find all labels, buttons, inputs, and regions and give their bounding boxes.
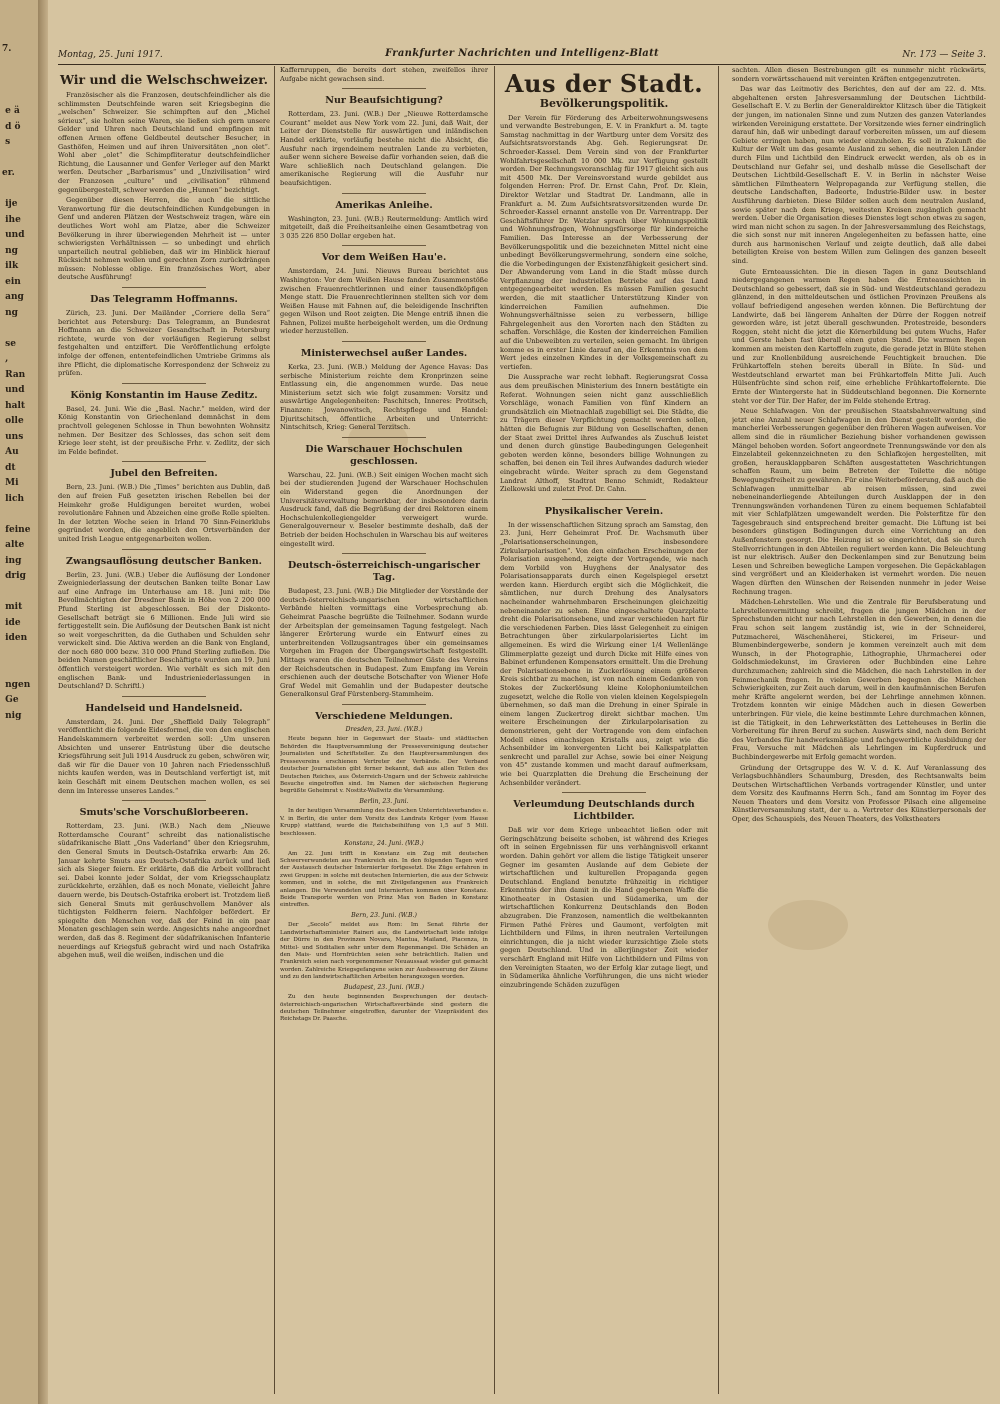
header-page-number: Nr. 173 — Seite 3. <box>902 50 986 60</box>
header-masthead: Frankfurter Nachrichten und Intelligenz-Blatt <box>385 48 659 59</box>
article-headline: Jubel den Befreiten. <box>110 468 218 480</box>
article-paragraph: Warschau, 22. Juni. (W.B.) Seit einigen Wochen macht sich bei der studierenden Jugend der Warschauer Hochschulen ein Widerstand gegen die Anordnungen der Universitätsverwaltung bemerkbar, der insbesondere darin Ausdruck fand, daß die Begrüßung der drei Rektoren einem Hochschulenkollegiengelder verweigert wurde. Generalgouverneur v. Beseler bestimmte deshalb, daß der Betrieb der beiden Hochschulen in Warschau bis auf weiteres eingestellt wird. <box>280 470 488 548</box>
dateline: Budapest, 23. Juni. (W.B.) <box>343 983 425 991</box>
article-headline: Das Telegramm Hoffmanns. <box>90 294 238 306</box>
article-headline: Zwangsauflösung deutscher Banken. <box>66 555 262 567</box>
column-rule <box>494 66 495 1394</box>
section-title: Aus der Stadt. <box>504 69 704 98</box>
news-item: Heute begann hier in Gegenwart der Staats- und städtischen Behörden die Hauptversammlung der Pressevereinigung deutscher Journalisten und Schriftsteller. Zu den Hauptversammlungen des Pressevereins erschienen Vertreter der Verbände. Der Verband deutscher Journalisten gibt ferner bekannt, daß aus allen Teilen des Deutschen Reiches, aus Österreich-Ungarn und der Schweiz zahlreiche Besuche eingetroffen sind. Im Namen der sächsischen Regierung begrüßte Geheimrat v. Nostitz-Wallwitz die Versammlung. <box>280 736 488 795</box>
article-paragraph: Zürich, 23. Juni. Der Mailänder „Corriere della Sera“ berichtet aus Petersburg: Das Telegramm, an Bundesrat Hoffmann an die Schweizer Gesandtschaft in Petersburg richtete, wurde von der vorläufigen Regierung selbst festgehalten und entziffert. Die Veröffentlichung erfolgte infolge der offenen, ententefeindlichen Umtriebe Grimms als ihre Pflicht, die diplomatische Korrespondenz der Schweiz zu prüfen. <box>58 309 270 378</box>
separator <box>342 553 425 554</box>
article-paragraph: Washington, 23. Juni. (W.B.) Reutermeldung: Amtlich wird mitgeteilt, daß die Freiheitsanleihe einen Gesamtbetrag von 3 035 226 850 Dollar ergeben hat. <box>280 214 488 240</box>
article-headline: Physikalischer Verein. <box>544 505 664 517</box>
separator <box>562 792 645 793</box>
article-paragraph: Die Aussprache war recht lebhaft. Regierungsrat Cossa aus dem preußischen Ministerium des Innern bestätigte ein Referat. Wohnungen seien nicht ganz ausschließlich Vorschläge, wonach Familien von fünf Kindern an grundsätzlich ein Mietnachlaß zugebilligt sei. Die Städte, die zu Trägern dieser Verpflichtung gemacht werden sollen, hätten die Befugnis zur Bildung von Gesellschaften, denen der Staat zwei Drittel ihres Aufwandes als Zuschuß leistet und denen durch günstige Baubedingungen Gelegenheit geboten werden könne, besonders billige Wohnungen zu schaffen, bei denen ein Teil ihres Aufwandes dadurch wieder eingebracht würde. Weiter sprach zu dem Gegenstand Landrat Althoff, Stadtrat Benno Schmidt, Redakteur Zielkowski und zuletzt Prof. Dr. Cahn. <box>500 373 708 494</box>
separator <box>122 461 207 462</box>
article-paragraph: Mädchen-Lehrstellen. Wie und die Zentrale für Berufsberatung und Lehrstellenvermittlung schreibt, fragen die jungen Mädchen in der Sprechstunden nicht nur nach Lehrstellen in den Gewerben, in denen die Frau schon seit langem zuständig ist, wie in der Schneiderei, Putzmacherei, Wäschenäherei, Stickerei, im Friseur- und Blumenbindergewerbe, sondern je kommen vereinzelt auch mit dem Wunsch, in der Photographie, Lithographie, Uhrmacherei oder Goldschmiedekunst, im Gravieren oder Buchbinden eine Lehre durchzumachen; zahlreich sind die Mädchen, die nach Lehrstellen in der Feinmechanik fragen. In vielen Gewerben begegnen die Mädchen Schwierigkeiten, zur Zeit auch darum, weil in den kaufmännischen Berufen mehr Kräfte angelernt werden, bei der Lehrlinge annehmen können. Trotzdem konnten wir einige Mädchen auch in diesen Gewerben unterbringen. Für viele, die keine bestimmte Lehre durchmachen können, ist die Tätigkeit, in den Lehrwerkstätten des Letteheuses in Berlin die Vorbereitung für ihren Beruf zu suchen. Auswärts sind, nach dem Bericht des Verbandes für handwerksmäßige und fachgewerbliche Ausbildung der Frau, Versuche mit Mädchen als Lehrlingen im Kupferdruck und Buchbindergewerbe mit Erfolg gemacht worden. <box>732 598 986 761</box>
article-paragraph: In der wissenschaftlichen Sitzung sprach am Samstag, den 23. Juni, Herr Geheimrat Prof. Dr. Wachsmuth über „Polarisationserscheinungen, insbesondere Zirkularpolarisation“. Von den einfachen Erscheinungen der Polarisation ausgehend, zeigte der Vortragende, wie nach dem Vorbild von Huyghens der Analysator des Polarisationsapparats durch einen Kegelspiegel ersetzt werden kann. Hierdurch ergibt sich die Möglichkeit, die sämtlichen, nur durch Drehung des Analysators nacheinander wahrnehmbaren Erscheinungen gleichzeitig nebeneinander zu sehen. Eine eingeschaltete Quarzplatte dreht die Polarisationsebene, und zwar verschieden hart für die verschiedenen Farben. Dies lässt Gelegenheit zu einigen Betrachtungen über zirkularpolarisiertes Licht im allgemeinen. Es wird die Wirkung einer 1/4 Wellenlänge Glimmerplatte gezeigt und durch Dicke mit Hilfe eines von Babinet erfundenen Kompensators ermittelt. Um die Drehung der Polarisationsebene in Zuckerlösung einem größeren Kreis sichtbar zu machen, ist von nach einem Gedanken von Stokes der Zuckerlösung kleine Kolophoniumteilchen zugesetzt, welche die Rolle von vielen kleinen Kegelspiegeln übernehmen, so daß man die Drehung in einer Spirale in einem langen Zuckertrog direkt sichtbar machen. Um weitere Erscheinungen der Zirkularpolarisation zu demonstrieren, geht der Vortragende von dem einfachen Modell eines einachsigen Kristalls aus, zeigt wie die Achsenbilder im konvergenten Licht bei Kalkspatplatten senkrecht und parallel zur Achse, sowie bei einer Neigung von 45° zustande kommen und macht darauf aufmerksam, wie bei Quarzplatten die Drehung die Erscheinung der Achsenbilder verändert. <box>500 520 708 787</box>
article-headline: König Konstantin im Hause Zeditz. <box>70 389 258 401</box>
article-paragraph: Daß wir vor dem Kriege unbeachtet ließen oder mit Geringschätzung beiseite schoben, ist während des Krieges oft in seinen Ergebnissen für uns verhängnisvoll erkannt worden. Dahin gehört vor allem die listige Tätigkeit unserer Gegner im gesamten Auslande auf dem Gebiete der wirtschaftlichen und kulturellen Propaganda gegen Deutschland. England benutzte frühzeitig in richtiger Erkenntnis der ihm damit in die Hand gegebenen Waffe die Kinotheater in Ostasien und Südamerika, um der wirtschaftlichen Konkurrenz Deutschlands den Boden abzugraben. Die Franzosen, namentlich die weltbekannten Firmen Pathé Frères und Gaumont, verfolgten mit Lichtbildern und Films, in ihren neutralen Verteilungen einrichtungen, die ja nicht wieder kurzsichtige Ziele stets gegen Deutschland. Und in allerjüngster Zeit wieder verschärft England mit Hilfe von Lichtbildern und Films von den Vereinigten Staaten, wo der Erfolg klar zutage liegt, und in Südamerika ähnliche Vorführungen, die uns nicht wieder einzubringende Schäden zuzufügen <box>500 826 708 989</box>
column-rule <box>274 66 275 1394</box>
article-headline: Nur Beaufsichtigung? <box>325 95 443 107</box>
article-paragraph: Amsterdam, 24. Juni. Nieuws Bureau berichtet aus Washington: Vor dem Weißen Hause fanden Zusammenstöße zwischen Frauenrechtlerinnen und einer tausendköpfigen Menge statt. Die Frauenrechtlerinnen stellten sich vor dem Weißen Hause mit Fahnen auf, die beleidigende Inschriften gegen Wilson und Root zeigten. Die Menge entriß ihnen die Fahnen, Polizei mußte herbeigeholt werden, um die Ordnung wieder herzustellen. <box>280 267 488 336</box>
article-paragraph: Französischer als die Franzosen, deutschfeindlicher als die schlimmsten Deutschfeinde waren seit Kriegsbeginn die „welschen“ Schweizer. Sie schimpften auf den „Michel sérieux“, sie holten seine Waren, sie ließen sich gern unsere Gelder und Uhren nach Deutschland und empfingen mit offenen Armen offene Geldbeutel deutscher Besucher, in Gasthöfen, Heimen und auf ihren Universitäten „non olet“. Wohl aber „olet“ die Schimpfliteratur deutschfeindlicher Richtung, die Lausanner und Genfer Verleger auf den Markt werfen. Deutscher „Barbarismus“ und „Unzivilisation“ wird der Franzosen „culture“ und „civilisation“ rühmend gegenübergestellt, schwer werden die „Hunnen“ bezichtigt. <box>58 91 270 194</box>
section-subtitle: Bevölkerungspolitik. <box>539 97 669 110</box>
column-3 <box>500 66 708 1394</box>
column-rule <box>718 66 719 1394</box>
separator <box>342 437 425 438</box>
separator <box>122 696 207 697</box>
article-paragraph: Rotterdam, 23. Juni. (W.B.) Nach dem „Nieuwe Rotterdamsche Courant“ schreibt das nationalistische südafrikanische Blatt „Ons Vaderland“ über den Kriegsruhm, den General Smuts in Deutsch-Ostafrika erwarb: Am 26. Januar kehrte Smuts aus Deutsch-Ostafrika zurück und ließ sich als Sieger feiern. Er erklärte, daß die Arbeit vollbracht sei. Dabei konnte jeder Soldat, der vom Kriegsschauplatz zurückkehrte, erzählen, daß es noch Monate, vielleicht Jahre dauern werde, bis Deutsch-Ostafrika erobert ist. Trotzdem ließ sich General Smuts mit geräuschvollem Manöver als tüchtigsten Feldherrn feiern. Nachfolger befördert. Er spiegelte den Menschen vor, daß der Feind in ein paar Monaten geschlagen sein werde. Angesichts nahe angeordnet werden, daß das 8. Regiment der südafrikanischen Infanterie neuerdings auf Kriegsfuß gebracht wird und nach Ostafrika abgehen muß, weil die weißen, indischen und die <box>58 822 270 960</box>
article-paragraph: Berlin, 23. Juni. (W.B.) Ueber die Auflösung der Londoner Zweigniederlassung der deutschen Banken teilte Bonar Law auf eine Anfrage im Unterhause am 18. Juni mit: Die Bevollmächtigten der Dresdner Bank in Höhe von 2 200 000 Pfund Sterling ist abgeschlossen. Bei der Diskonto-Gesellschaft beträgt sie 6 Millionen. Ende Juli wird sie fertiggestellt sein. Die Auflösung der Deutschen Bank ist nicht so weit vorgeschritten, da die Guthaben und Schulden sehr verwickelt sind. Die Aktiva werden an die Bank von England, der noch 680 000 bezw. 310 000 Pfund Sterling zufließen. Die beiden Namen geschäftlicher Beschäftigte wurden am 19. Juni öffentlich versteigert worden. Wie verhält es sich mit den englischen Bank- und Industrieniederlassungen in Deutschland? D. Schriftl.) <box>58 570 270 691</box>
separator <box>342 341 425 342</box>
newspaper-page <box>48 0 1000 1404</box>
separator <box>122 287 207 288</box>
separator <box>122 383 207 384</box>
article-headline: Die Warschauer Hochschulen geschlossen. <box>305 443 463 467</box>
news-item: In der heutigen Versammlung des Deutschen Unterrichtsverbandes e. V. in Berlin, die unter dem Vorsitz des Landrats Kröger (vom Hause Krupp) stattfand, wurde die Reichsbeihilfung von 1,5 auf 5 Mill. beschlossen. <box>280 808 488 837</box>
separator <box>342 245 425 246</box>
article-paragraph: Basel, 24. Juni. Wie die „Basl. Nachr.“ melden, wird der König Konstantin von Griechenland demnächst in dem prachtvoll gelegenen Schlosse in Thun bewohnten Wohnsitz nehmen. Der Besitzer des Schlosses, das schon seit dem Kriege leer steht, ist der preußische Frhr. v. Zedlitz, der sich im Felde befindet. <box>58 404 270 456</box>
article-paragraph: Kerka, 23. Juni. (W.B.) Meldung der Agence Havas: Das serbische Ministerium reichte dem Kronprinzen seine Entlassung ein, die angenommen wurde. Das neue Ministerium setzt sich wie folgt zusammen: Vorsitz und auswärtige Angelegenheiten: Paschitsch, Inneres: Protitsch, Finanzen: Jowanowitsch, Rechtspflege und Handel: Djuritschitsch, öffentliche Arbeiten und Unterricht: Nintschitsch, Krieg: General Terzitsch. <box>280 363 488 432</box>
article-headline: Deutsch-österreichisch-ungarischer Tag. <box>288 560 480 584</box>
previous-page-edge <box>0 0 39 1404</box>
news-item: Der „Secolo“ meldet aus Rom: Im Senat führte der Landwirtschaftsminister Raineri aus, die Landwirtschaft leide infolge der Dürre in den Provinzen Novara, Mantua, Mailand, Piacenza, in Mittel- und Süditalien sehr unter dem Regenmangel. Die Schäden an den Mais- und Hornfrüchten seien sehr beträchtlich. Italien und Frankreich seien nach vorgenommener Neuaussaat wieder gut gemacht worden. Zahlreiche Kriegsgefangene seien zur Ausbesserung der Zäune und zu den landwirtschaftlichen Arbeiten herangezogen worden. <box>280 922 488 981</box>
article-headline: Handelseid und Handelsneid. <box>85 702 243 714</box>
article-paragraph: sachten. Allen diesen Bestrebungen gilt es nunmehr nicht rückwärts, sondern vorwärtsschauend mit vereinten Kräften entgegenzutreten. <box>732 66 986 83</box>
separator <box>562 499 645 500</box>
article-paragraph: Rotterdam, 23. Juni. (W.B.) Der „Nieuwe Rotterdamsche Courant“ meldet aus New York vom 22. Juni, daß Wait, der Leiter der Dienststelle für auswärtigen und inländischen Handel erklärte, vorläufig bestehe nicht die Absicht, die Ausfuhr nach irgendeinem neutralen Lande zu verbieten, außer wenn sichere Beweise dafür vorhanden seien, daß die Ware schließlich nach Deutschland gelangen. Die amerikanische Regierung will die Ausfuhr nur beaufsichtigen. <box>280 110 488 187</box>
dateline: Berlin, 23. Juni. <box>359 797 409 805</box>
separator <box>342 88 425 89</box>
page-header <box>58 48 986 65</box>
dateline: Konstanz, 24. Juni. (W.B.) <box>344 839 424 847</box>
article-headline: Verleumdung Deutschlands durch Lichtbilder. <box>513 799 695 823</box>
article-paragraph: Gute Ernteaussichten. Die in diesen Tagen in ganz Deutschland niedergegangenen warmen Regen haben die Ernteaussichten in Deutschland so gebessert, daß sie in Süd- und Westdeutschland geradezu glänzend, in den mitteldeutschen und östlichen Provinzen Preußens als vollauf befriedigend angesehen werden können. Die Befürchtung der Landwirte, daß bei längerem Anhalten der Dürre der Roggen notreif geworden wäre, ist jetzt überall geschwunden. Protestreide, besonders Roggen, steht nicht die jetzt die Körnerbildung bei gutem Wuchs, Hafer und Gerste haben fast überall einen guten Stand. Die warmen Regen kommen am meisten den Kartoffeln zugute, die gerade jetzt in Blüte stehen und zur Knollenbildung ausreichende Feuchtigkeit brauchen. Die Frühkartoffeln stehen bereits überall in Blüte. In Süd- und Westdeutschland erwartet man bei Frühkartoffeln Mitte Juli. Auch Hülsenfrüchte sind schon reif, eine erhebliche Frühkartoffelernte. Die Ernte der Wintergerste hat in Süddeutschland begonnen. Die Kornernte steht vor der Tür. Der Hafer, der im Felde stehende Ertrag. <box>732 267 986 405</box>
article-headline: Ministerwechsel außer Landes. <box>300 348 468 360</box>
separator <box>342 704 425 705</box>
article-paragraph: Budapest, 23. Juni. (W.B.) Die Mitglieder der Vorstände der deutsch-österreichisch-ungarischen wirtschaftlichen Verbände hielten vormittags eine Vorbesprechung ab. Geheimrat Paasche begrüßte die Teilnehmer. Sodann wurde der Arbeitsplan der gemeinsamen Tagung festgelegt. Nach längerer Erörterung wurde ein Entwurf eines zu unterbreitenden Vollzugsantrages über ein gemeinsames Vorgehen im Fragen der Übergangswirtschaft festgestellt. Mittags waren die deutschen Teilnehmer Gäste des Vereins der Reichsdeutschen in Budapest. Zum Empfang im Verein erschienen auch der deutsche Botschafter von Wiener Hofe Graf Wedel mit Gemahlin und der Budapester deutsche Generalkonsul Graf Fürstenberg-Stammheim. <box>280 587 488 699</box>
column-2 <box>280 66 488 1394</box>
article-paragraph: Gründung der Ortsgruppe des W. V. d. K. Auf Veranlassung des Verlagsbuchhändlers Schaumburg, Dresden, des Rechtsanwalts beim Deutschen Wirtschaftlichen Verbands vortragender Künstler, und unter dem Vorsitz des Kaufmanns Herrn Sch., fand am Sonntag im Foyer des Neuen Theaters und dem Vorsitz von Professor Pilsach eine allgemeine Künstlerversammlung statt, der u. a. Vertreter des Künstlerpersonals der Oper, des Schauspiels, des Neuen Theaters, des Volkstheaters <box>732 763 986 824</box>
separator <box>122 800 207 801</box>
separator <box>122 549 207 550</box>
article-paragraph: Neue Schlafwagen. Von der preußischen Staatsbahnverwaltung sind jetzt eine Anzahl neuer Schlafwagen in den Dienst gestellt worden, die mancherlei Verbesserungen gegenüber den früheren Wagen aufweisen. Vor allem sind die in räumlicher Beziehung bisher vorhandenen gewissen Mängel behoben worden. Sofort angeordnete Trennungswände vor den als Einzelabteil gekennzeichneten zu den Schlafkojen hergestellten, mit großen, herausklappbaren Schäften ausgestatteten Waschrichtungen schaffen Raum, um beim Betreten der Toilette die nötige Bewegungsfreiheit zu gewähren. Für eine Weiterbeförderung, daß auch die Schlafwagen unmittelbar ab reisen müssen, sind zwei nebeneinanderliegende Abteilungen durch Ausklappen der in den Trennungswänden vorhandenen Türen zu einem bequemen Schlafabteil mit vier Schlafplätzen umgewandelt werden. Die Polsterfitze für den Tagesgebrauch sind entsprechend breiter gemacht. Die Lüftung ist bei besonders günstigen Bedingungen durch eine Vorrichtung an den Außenfenstern gesorgt. Die Heizung ist so eingerichtet, daß sie durch Stellvorrichtungen in den Abteilen reguliert werden kann. Die Beleuchtung ist nur elektrisch. Außer den Deckenlampen sind zur Benutzung beim Lesen und Schreiben bewegliche Lampen vorgesehen. Die Gepäckablagen sind vergrößert und an Kleiderhaken ist vermehrt worden. Die neuen Wagen dürften den Wünschen der Reisenden nunmehr in jeder Weise Rechnung tragen. <box>732 407 986 596</box>
article-paragraph: Der Verein für Förderung des Arbeiterwohnungswesens und verwandte Bestrebungen, E. V. in Frankfurt a. M. tagte Samstag nachmittag in der Wartburg unter dem Vorsitz des Aufsichtsratsvorstands Abg. Geh. Regierungsrat Dr. Schroeder-Kassel. Dem Verein sind von der Frankfurter Wohlfahrtsgesellschaft 10 000 Mk. zur Verfügung gestellt worden. Der Rechnungsvoranschlag für 1917 gleicht sich aus mit 4500 Mk. Der Vereinsvorstand wurde gebildet aus folgenden Herren: Prof. Dr. Ernst Cahn, Prof. Dr. Klein, Direktor Wetzlar und Stadtrat Dr. Landmann, alle in Frankfurt a. M. Zum Aufsichtsratsvorsitzenden wurde Dr. Schroeder-Kassel ernannt anstelle von Dr. Varrentrapp. Der Geschäftsführer Dr. Wetzlar sprach über Wohnungspolitik und Wohnungsfragen, Wohnungsfürsorge für kinderreiche Familien. Das Interesse an der Verbesserung der Bevölkerungspolitik und die bezeichneten Mittel nicht eine unbedingt Bevölkerungsvermehrung, sondern eine solche, die die Vorbedingungen der Existenzfähigkeit gesichert sind. Der Abwanderung vom Land in die Stadt müsse durch Verpflanzung der industriellen Betriebe auf das Land entgegengearbeitet werden. Es müssen Familien gesucht werden, die mit staatlicher Unterstützung Kinder von kinderreichen Familien aufnehmen. Die Wohnungsverhältnisse seien zu verbessern, billige Fahrgelegenheit aus den Vororten nach den Städten zu schaffen. Vorschläge, die Kosten der kinderreichen Familien auf die Unbeweibten zu verteilen, seien gemacht. Im übrigen komme es in erster Linie darauf an, die Erkenntnis von dem Wert jedes einzelnen Kindes in der Volksgemeinschaft zu vertiefen. <box>500 113 708 371</box>
previous-page-fragments: 7. e ä d ö s er. ije ihe und ng ilk ein ang ng se , Ran und halt olle uns Au dt Mi lich feine alte ing drig mit ide iden ngen Ge nig <box>2 44 31 721</box>
dateline: Dresden, 23. Juni. (W.B.) <box>345 725 423 733</box>
article-headline: Vor dem Weißen Hau'e. <box>321 252 447 264</box>
separator <box>342 193 425 194</box>
dateline: Bern, 23. Juni. (W.B.) <box>351 911 417 919</box>
article-paragraph: Bern, 23. Juni. (W.B.) Die „Times“ berichten aus Dublin, daß den auf freien Fuß gesetzten irischen Rebellen bei der Heimkehr große Huldigungen bereitet wurden, wobei revolutionäre Fahnen und Abzeichen eine große Rolle spielten. In der letzten Woche seien in Irland 70 Sinn-Feinerklubs gegründet worden, die angeblich den Ortsverbänden der united Irish League entgegenarbeiten wollen. <box>58 483 270 543</box>
article-paragraph: Kaffernruppen, die bereits dort stehen, zweifellos ihrer Aufgabe nicht gewachsen sind. <box>280 66 488 83</box>
article-headline: Verschiedene Meldungen. <box>315 710 453 722</box>
header-date: Montag, 25. Juni 1917. <box>58 50 163 60</box>
article-paragraph: Gegenüber diesen Herren, die auch die sittliche Veranwortung für die deutschfeindlichen Kundgebungen in Genf und anderen Plätzen der Westschweiz tragen, wäre ein deutliches Wort wohl am Platze, aber die Schweizer Bevölkerung in ihrer überwiegenden Mehrheit ist — unter schwierigsten Verhältnissen — so unbedingt und ehrlich unparteilich neutral geblieben, daß wir im Hinblick hierauf Rücksicht nehmen wollen und gerechten Zorn zurückdrängen müssen: Noblesse oblige. Ein französisches Wort, aber deutsche Ausführung! <box>58 196 270 282</box>
article-headline: Smuts'sche Vorschußlorbeeren. <box>79 807 249 819</box>
column-1 <box>58 66 270 1394</box>
article-headline: Amerikas Anleihe. <box>335 199 433 211</box>
article-paragraph: Amsterdam, 24. Juni. Der „Sheffield Daily Telegraph“ veröffentlicht die folgende Eidesformel, die von den englischen Handelskammern verbreitet werden soll: „Um unseren Absichten und unserer Entrüstung über die deutsche Kriegsführung seit Juli 1914 Ausdruck zu geben, schwören wir, daß wir für die Dauer von 10 Jahren nach Friedensschluß nichts kaufen werden, was in Deutschland verfertigt ist, mit kein Geschäft mit einem Deutschen machen wollen, es sei denn im Interesse unseres Landes.“ <box>58 717 270 795</box>
news-item: Am 22. Juni trifft in Konstanz ein Zug mit deutschen Schwerverwundeten aus Frankreich ein. In den folgenden Tagen wird der Austausch deutscher Internierter fortgesetzt. Die Züge erfahren in zwei Gruppen: in solche mit deutschen Internierten, die aus der Schweiz kommen, und in solche, die mit Zivilgefangenen aus Frankreich anlangen. Die Verwundeten und Internierten kommen über Konstanz. Beide Transporte werden von Prinz Max von Baden in Konstanz eintreffen. <box>280 850 488 909</box>
article-headline: Wir und die Welschschweizer. <box>59 72 269 87</box>
article-paragraph: Das war das Leitmotiv des Berichtes, den auf der am 22. d. Mts. abgehaltenen ersten Jahresversammlung der Deutschen Lichtbild-Gesellschaft E. V. zu Berlin der Generaldirektor Klitzsch über die Tätigkeit der jungen, im nationalen Sinne und zum Nutzen des ganzen Vaterlandes wirkenden Vereinigung erstattete. Der Vorsitzende wies ferner eindringlich darauf hin, daß wir unbedingt darauf vorbereiten müssen, um auf diesem Gebiete erringen haben, nun wieder einzuholen. Es soll in Zukunft die Kultur der Welt um das gesamte Ausland zu sehen, die neutralen Länder durch Film und Lichtbild den Eindruck erweckt werden, als ob es in Deutschland nur Gefahr sei, und deshalb müsse die Gesellschaft der Deutschen Lichtbild-Gesellschaft E. V. in Berlin in nächster Weise sämtlichen Filmtheatern Welpropaganda zur Verfügung stellen, die deutsche Landschaften, Badeorte, Industrie-Bilder usw. in bester Ausführung darbieten. Diese Bilder sollen auch dem neutralen Ausland, sowie später nach dem Kriege, weitesten Kreisen zugänglich gemacht werden. Ueber die Organisation dieses Dienstes legt schon etwas zu sagen, wird man nicht schon zu sagen. In der Jahresversammlung des Reichstags, die sich sonst nur mit inneren Angelegenheiten zu befassen hatte, eine durch aus harmonischen Verlauf und zeigte deutlich, daß alle dabei beteiligten Kreise von bestem Willen zum Gelingen des ganzen beseelt sind. <box>732 85 986 266</box>
column-4 <box>732 66 986 1394</box>
news-item: Zu den heute beginnenden Besprechungen der deutsch-österreichisch-ungarischen Wirtschaftsverbände sind gestern die deutschen Teilnehmer eingetroffen, darunter der Vizepräsident des Reichstags Dr. Paasche. <box>280 994 488 1023</box>
book-gutter <box>38 0 48 1404</box>
